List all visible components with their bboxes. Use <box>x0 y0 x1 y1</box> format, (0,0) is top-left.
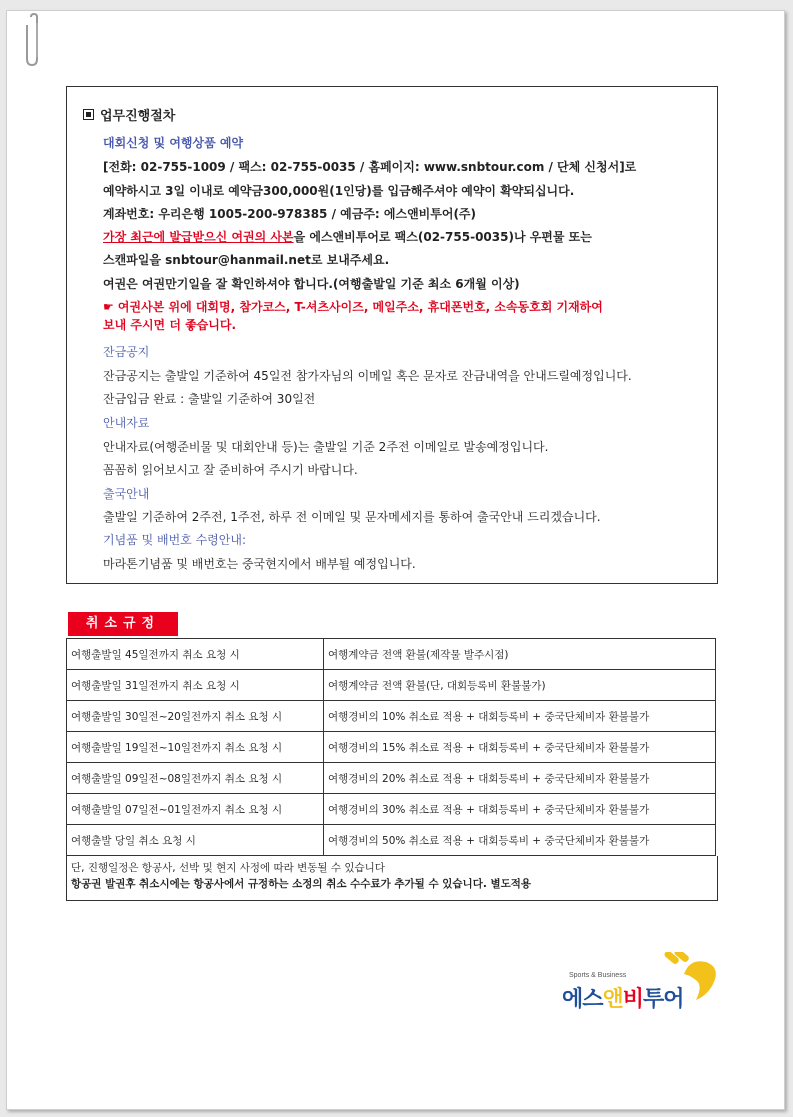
procedure-heading <box>83 105 175 124</box>
cancel-refund-cell: 여행경비의 50% 취소료 적용 + 대회등록비 + 중국단체비자 환불불가 <box>324 825 716 856</box>
cancel-note-line-2: 항공권 발권후 취소시에는 항공사에서 규정하는 소정의 취소 수수료가 추가될 수 있습니다. 별도적용 <box>71 878 532 890</box>
section-title-souvenir: 기념품 및 배번호 수령안내: <box>103 533 246 547</box>
booking-line-1: [전화: 02-755-1009 / 팩스: 02-755-0035 / 홈페이지: www.snbtour.com / 단체 신청서]로 <box>103 160 637 174</box>
cancel-policy-row <box>67 670 716 701</box>
cancel-timing-cell: 여행출발일 09일전~08일전까지 취소 요청 시 <box>67 763 324 794</box>
procedure-heading-text: 업무진행절차 <box>100 109 176 124</box>
logo-text-1: 에스 <box>562 987 603 1012</box>
cancel-policy-row <box>67 825 716 856</box>
cancel-policy-title: 취소규정 <box>68 612 178 636</box>
departure-line-1: 출발일 기준하여 2주전, 1주전, 하루 전 이메일 및 문자메세지를 통하여 출국안내 드리겠습니다. <box>103 510 601 524</box>
section-title-balance: 잔금공지 <box>103 345 150 359</box>
cancel-policy-row <box>67 794 716 825</box>
snb-tour-logo <box>560 952 725 1012</box>
procedure-box <box>66 86 718 584</box>
cancel-timing-cell: 여행출발일 45일전까지 취소 요청 시 <box>67 639 324 670</box>
logo-text-2: 앤 <box>602 987 623 1012</box>
cancel-timing-cell: 여행출발 당일 취소 요청 시 <box>67 825 324 856</box>
cancel-refund-cell: 여행경비의 10% 취소료 적용 + 대회등록비 + 중국단체비자 환불불가 <box>324 701 716 732</box>
logo-tagline: Sports & Business <box>569 972 627 979</box>
cancel-refund-cell: 여행계약금 전액 환불(제작물 발주시점) <box>324 639 716 670</box>
cancel-refund-cell: 여행계약금 전액 환불(단, 대회등록비 환불불가) <box>324 670 716 701</box>
cancel-policy-row <box>67 639 716 670</box>
logo-text-3: 비 <box>622 987 644 1012</box>
section-title-guide: 안내자료 <box>103 416 150 430</box>
paper-clip-icon <box>24 13 46 67</box>
booking-line-3: 계좌번호: 우리은행 1005-200-978385 / 예금주: 에스앤비투어(주) <box>103 207 477 221</box>
souvenir-line-1: 마라톤기념품 및 배번호는 중국현지에서 배부될 예정입니다. <box>103 557 416 571</box>
guide-line-2: 꼼꼼히 읽어보시고 잘 준비하여 주시기 바랍니다. <box>103 463 358 477</box>
balance-line-2: 잔금입금 완료 : 출발일 기준하여 30일전 <box>103 392 316 406</box>
cancel-refund-cell: 여행경비의 15% 취소료 적용 + 대회등록비 + 중국단체비자 환불불가 <box>324 732 716 763</box>
cancel-timing-cell: 여행출발일 07일전~01일전까지 취소 요청 시 <box>67 794 324 825</box>
balance-line-1: 잔금공지는 출발일 기준하여 45일전 참가자님의 이메일 혹은 문자로 잔금내역을 안내드릴예정입니다. <box>103 369 632 383</box>
cancel-timing-cell: 여행출발일 19일전~10일전까지 취소 요청 시 <box>67 732 324 763</box>
booking-line-4 <box>103 228 592 245</box>
cancel-policy-table <box>66 638 716 856</box>
cancel-timing-cell: 여행출발일 30일전~20일전까지 취소 요청 시 <box>67 701 324 732</box>
passport-copy-highlight: 가장 최근에 발급받으신 여권의 사본 <box>103 230 294 244</box>
guide-line-1: 안내자료(여행준비물 및 대회안내 등)는 출발일 기준 2주전 이메일로 발송예정입니다. <box>103 440 549 454</box>
booking-line-4-rest: 을 에스앤비투어로 팩스(02-755-0035)나 우편물 또는 <box>293 230 592 244</box>
booking-line-6: 여권은 여권만기일을 잘 확인하셔야 합니다.(여행출발일 기준 최소 6개월 이상) <box>103 277 520 291</box>
cancel-refund-cell: 여행경비의 20% 취소료 적용 + 대회등록비 + 중국단체비자 환불불가 <box>324 763 716 794</box>
cancel-note-line-1: 단, 진행일정은 항공사, 선박 및 현지 사정에 따라 변동될 수 있습니다 <box>71 862 385 874</box>
section-title-departure: 출국안내 <box>103 487 150 501</box>
passport-note-line-2: 보내 주시면 더 좋습니다. <box>103 318 237 332</box>
logo-wordmark <box>562 982 684 1013</box>
booking-line-2: 예약하시고 3일 이내로 예약금300,000원(1인당)를 입금해주셔야 예약이 확약되십니다. <box>103 184 575 198</box>
cancel-policy-row <box>67 732 716 763</box>
logo-text-4: 투어 <box>643 987 684 1012</box>
cancel-policy-row <box>67 701 716 732</box>
booking-line-5: 스캔파일을 snbtour@hanmail.net로 보내주세요. <box>103 253 390 267</box>
passport-note-line-1: ☛ 여권사본 위에 대회명, 참가코스, T-셔츠사이즈, 메일주소, 휴대폰번호, 소속동호회 기재하여 <box>103 300 603 314</box>
cancel-timing-cell: 여행출발일 31일전까지 취소 요청 시 <box>67 670 324 701</box>
cancel-policy-row <box>67 763 716 794</box>
square-bullet-icon <box>83 109 94 120</box>
cancel-refund-cell: 여행경비의 30% 취소료 적용 + 대회등록비 + 중국단체비자 환불불가 <box>324 794 716 825</box>
section-title-booking: 대회신청 및 여행상품 예약 <box>103 136 244 150</box>
cancel-policy-note <box>66 856 718 901</box>
